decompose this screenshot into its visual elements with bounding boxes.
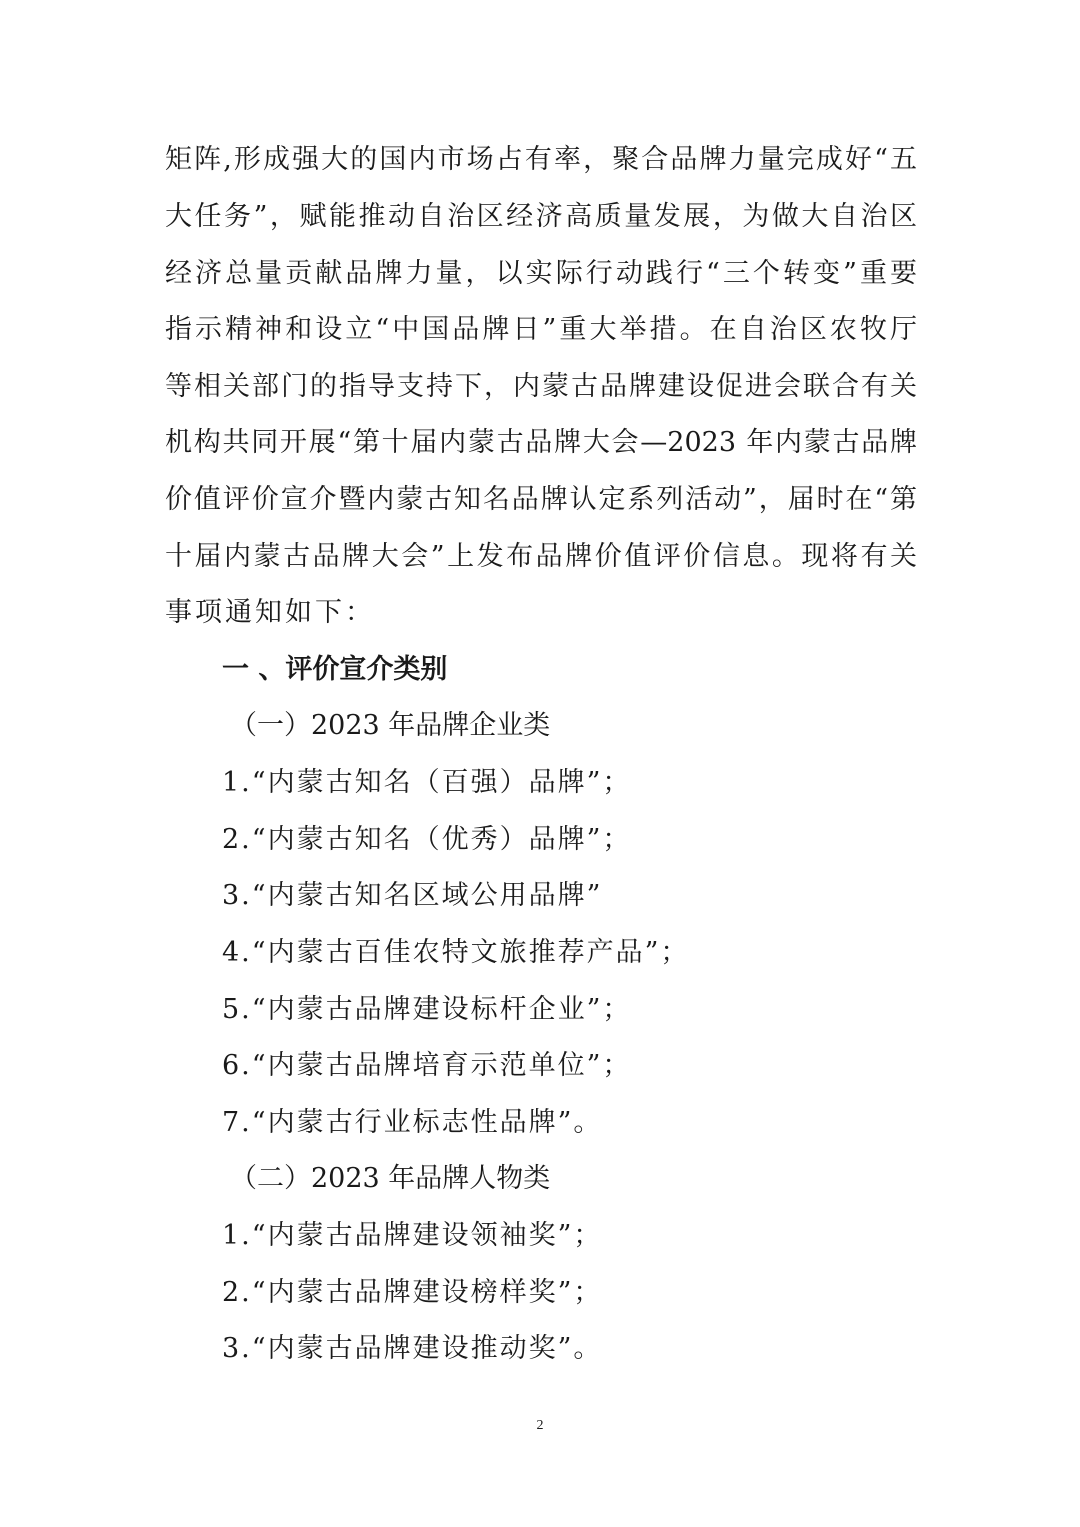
section-heading: 一 、评价宣介类别: [222, 654, 448, 685]
list-item: 1.“内蒙古知名（百强）品牌”；: [222, 767, 632, 798]
paragraph-line: 价值评价宣介暨内蒙古知名品牌认定系列活动”，届时在“第: [165, 484, 917, 515]
paragraph-line: 事项通知如下：: [165, 597, 375, 628]
list-item: 7.“内蒙古行业标志性品牌”。: [222, 1107, 603, 1138]
list-item: 2.“内蒙古知名（优秀）品牌”；: [222, 824, 632, 855]
list-item: 3.“内蒙古知名区域公用品牌”: [222, 880, 603, 911]
paragraph-line: 指示精神和设立“中国品牌日”重大举措。在自治区农牧厅: [165, 314, 917, 345]
paragraph-line: 等相关部门的指导支持下，内蒙古品牌建设促进会联合有关: [165, 371, 917, 402]
paragraph-line: 经济总量贡献品牌力量，以实际行动践行“三个转变”重要: [165, 258, 917, 289]
list-item: 4.“内蒙古百佳农特文旅推荐产品”；: [222, 937, 690, 968]
paragraph-line: 大任务”，赋能推动自治区经济高质量发展，为做大自治区: [165, 201, 917, 232]
list-item: 6.“内蒙古品牌培育示范单位”；: [222, 1050, 632, 1081]
paragraph-line: 十届内蒙古品牌大会”上发布品牌价值评价信息。现将有关: [165, 541, 917, 572]
list-item: 5.“内蒙古品牌建设标杆企业”；: [222, 994, 632, 1025]
category-title: （一）2023 年品牌企业类: [230, 710, 551, 741]
paragraph-line: 机构共同开展“第十届内蒙古品牌大会—2023 年内蒙古品牌: [165, 427, 917, 458]
page-number: 2: [536, 1418, 544, 1433]
list-item: 1.“内蒙古品牌建设领袖奖”；: [222, 1220, 603, 1251]
paragraph-line: 矩阵,形成强大的国内市场占有率，聚合品牌力量完成好“五: [165, 144, 917, 175]
list-item: 2.“内蒙古品牌建设榜样奖”；: [222, 1277, 603, 1308]
category-title: （二）2023 年品牌人物类: [230, 1163, 551, 1194]
list-item: 3.“内蒙古品牌建设推动奖”。: [222, 1333, 603, 1364]
